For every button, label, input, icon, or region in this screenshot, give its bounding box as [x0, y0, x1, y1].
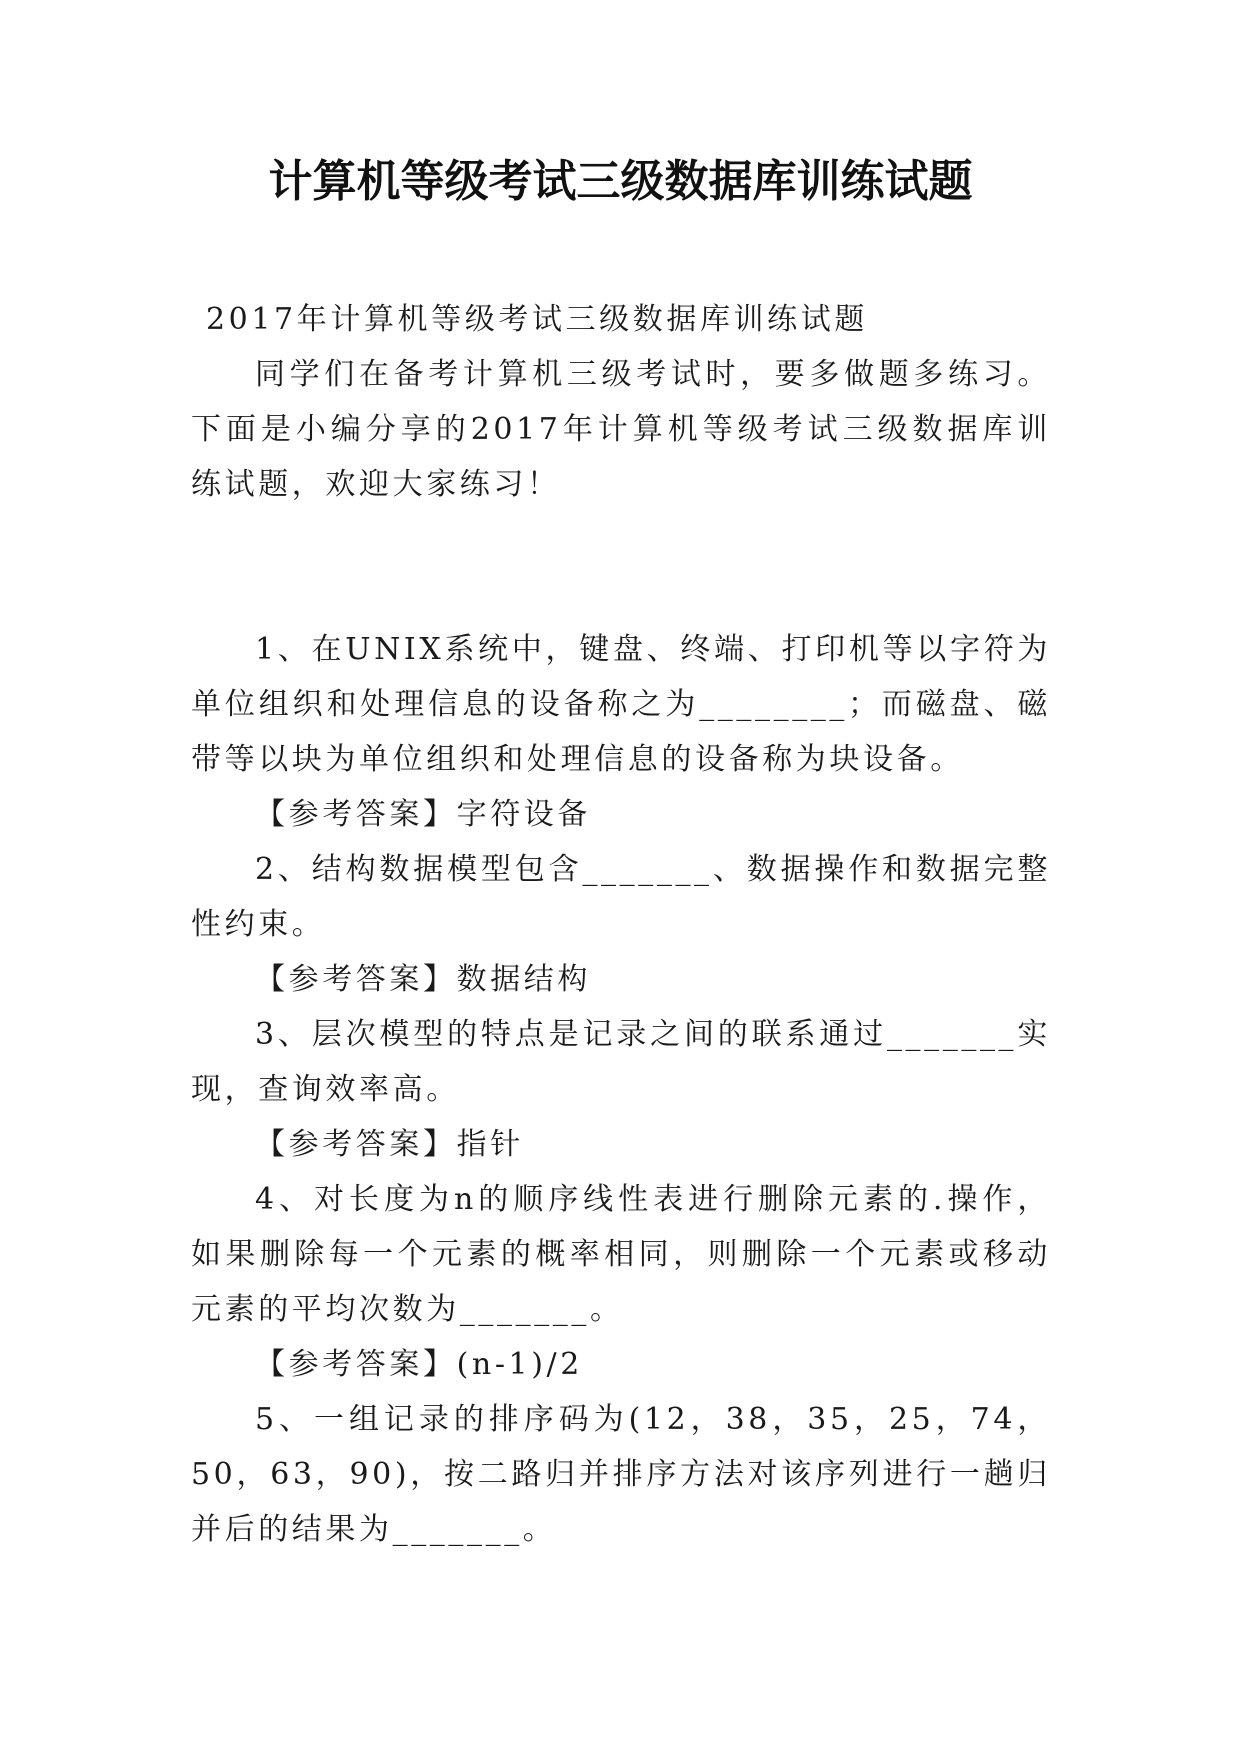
- answer-3: 【参考答案】指针: [255, 1127, 524, 1162]
- paragraph-spacer: [191, 512, 1051, 622]
- question-1: 1、在UNIX系统中，键盘、终端、打印机等以字符为单位组织和处理信息的设备称之为________；而磁盘、磁带等以块为单位组织和处理信息的设备称为块设备。: [191, 632, 1051, 777]
- question-5: 5、一组记录的排序码为(12，38，35，25，74，50，63，90)，按二路归并排序方法对该序列进行一趟归并后的结果为_______。: [191, 1402, 1051, 1547]
- answer-1: 【参考答案】字符设备: [255, 797, 591, 832]
- question-4: 4、对长度为n的顺序线性表进行删除元素的.操作，如果删除每一个元素的概率相同，则删除一个元素或移动元素的平均次数为_______。: [191, 1182, 1051, 1327]
- document-body: [191, 292, 1051, 1557]
- answer-2: 【参考答案】数据结构: [255, 962, 591, 997]
- document-subtitle: 2017年计算机等级考试三级数据库训练试题: [206, 302, 868, 337]
- document-title: 计算机等级考试三级数据库训练试题: [268, 156, 973, 207]
- question-2: 2、结构数据模型包含_______、数据操作和数据完整性约束。: [191, 852, 1051, 942]
- question-3: 3、层次模型的特点是记录之间的联系通过_______实现，查询效率高。: [191, 1017, 1051, 1107]
- answer-4: 【参考答案】(n-1)/2: [255, 1347, 583, 1382]
- intro-paragraph: 同学们在备考计算机三级考试时，要多做题多练习。下面是小编分享的2017年计算机等级考试三级数据库训练试题，欢迎大家练习！: [191, 357, 1051, 502]
